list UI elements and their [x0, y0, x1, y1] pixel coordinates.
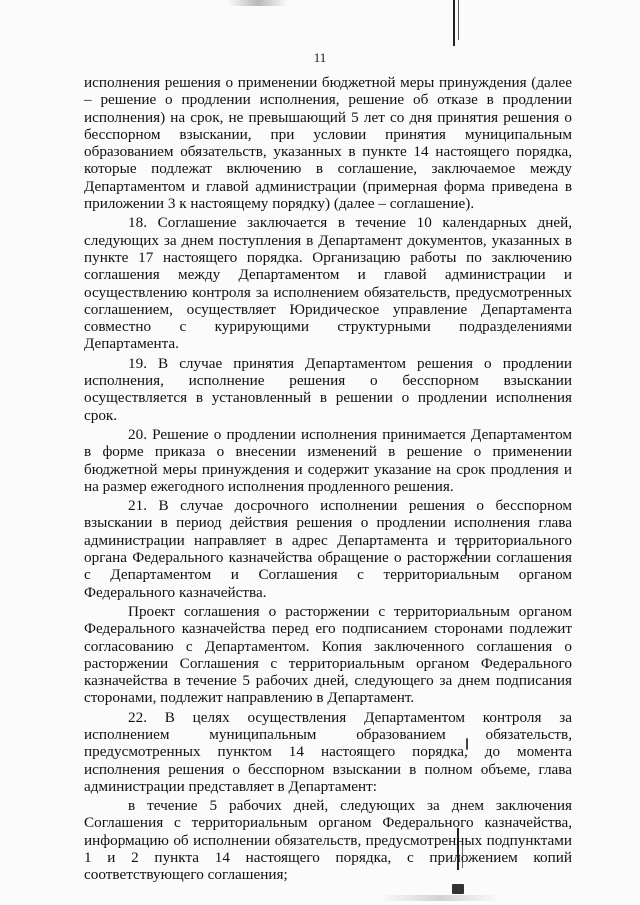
paragraph-19: 19. В случае принятия Департаментом решения о продлении исполнения, исполнение решения о бесспорном взыскании осуществляется в установленный в решении о продлении исполнения срок.: [84, 354, 572, 424]
page-number: 11: [313, 50, 327, 65]
scan-binding-line-top-2: [458, 0, 459, 40]
scan-smudge-bottom: [380, 895, 500, 901]
scan-binding-line-top: [453, 0, 455, 46]
document-body: [84, 74, 572, 886]
paragraph-18: 18. Соглашение заключается в течение 10 календарных дней, следующих за днем поступления в Департамент документов, указанных в пункте 17 настоящего порядка. Организацию работы по заключению соглашения между Департаментом и главой администрации и осуществлению контроля за исполнением обязательств, предусмотренных соглашением, осуществляет Юридическое управление Департамента совместно с курирующими структурными подразделениями Департамента.: [84, 214, 572, 353]
paragraph-22: 22. В целях осуществления Департаментом контроля за исполнением муниципальным образованием обязательств, предусмотренных пунктом 14 настоящего порядка, до момента исполнения решения о бесспорном взыскании в полном объеме, глава администрации представляет в Департамент:: [84, 708, 572, 795]
scan-smudge-top: [228, 0, 288, 6]
paragraph-21-project: Проект соглашения о расторжении с территориальным органом Федерального казначейства перед его подписанием сторонами подлежит согласованию с Департаментом. Копия заключенного соглашения о расторжении Соглашения с территориальным органом Федерального казначейства в течение 5 рабочих дней, следующего за днем подписания сторонами, подлежит направлению в Департамент.: [84, 602, 572, 707]
paragraph-22-item: в течение 5 рабочих дней, следующих за днем заключения Соглашения с территориальным органом Федерального казначейства, информацию об исполнении обязательств, предусмотренных подпунктами 1 и 2 пункта 14 настоящего порядка, с приложением копий соответствующего соглашения;: [84, 797, 572, 884]
paragraph-21: 21. В случае досрочного исполнении решения о бесспорном взыскании в период действия решения о продлении исполнения глава администрации направляет в адрес Департамента и территориального органа Федерального казначейства обращение о расторжении соглашения с Департаментом и Соглашения с территориальным органом Федерального казначейства.: [84, 497, 572, 601]
paragraph-20: 20. Решение о продлении исполнения принимается Департаментом в форме приказа о внесении изменений в решение о применении бюджетной меры принуждения и содержит указание на срок продления и на размер ежегодного исполнения продленного решения.: [84, 425, 572, 495]
paragraph-continuation: исполнения решения о применении бюджетной меры принуждения (далее – решение о продлении исполнения, решение об отказе в продлении исполнения) на срок, не превышающий 5 лет со дня принятия решения о бесспорном взыскании, при условии принятия муниципальным образованием обязательств, указанных в пункте 14 настоящего порядка, которые подлежат включению в соглашение, заключаемое между Департаментом и главой администрации (примерная форма приведена в приложении 3 к настоящему порядку) (далее – соглашение).: [84, 74, 572, 213]
